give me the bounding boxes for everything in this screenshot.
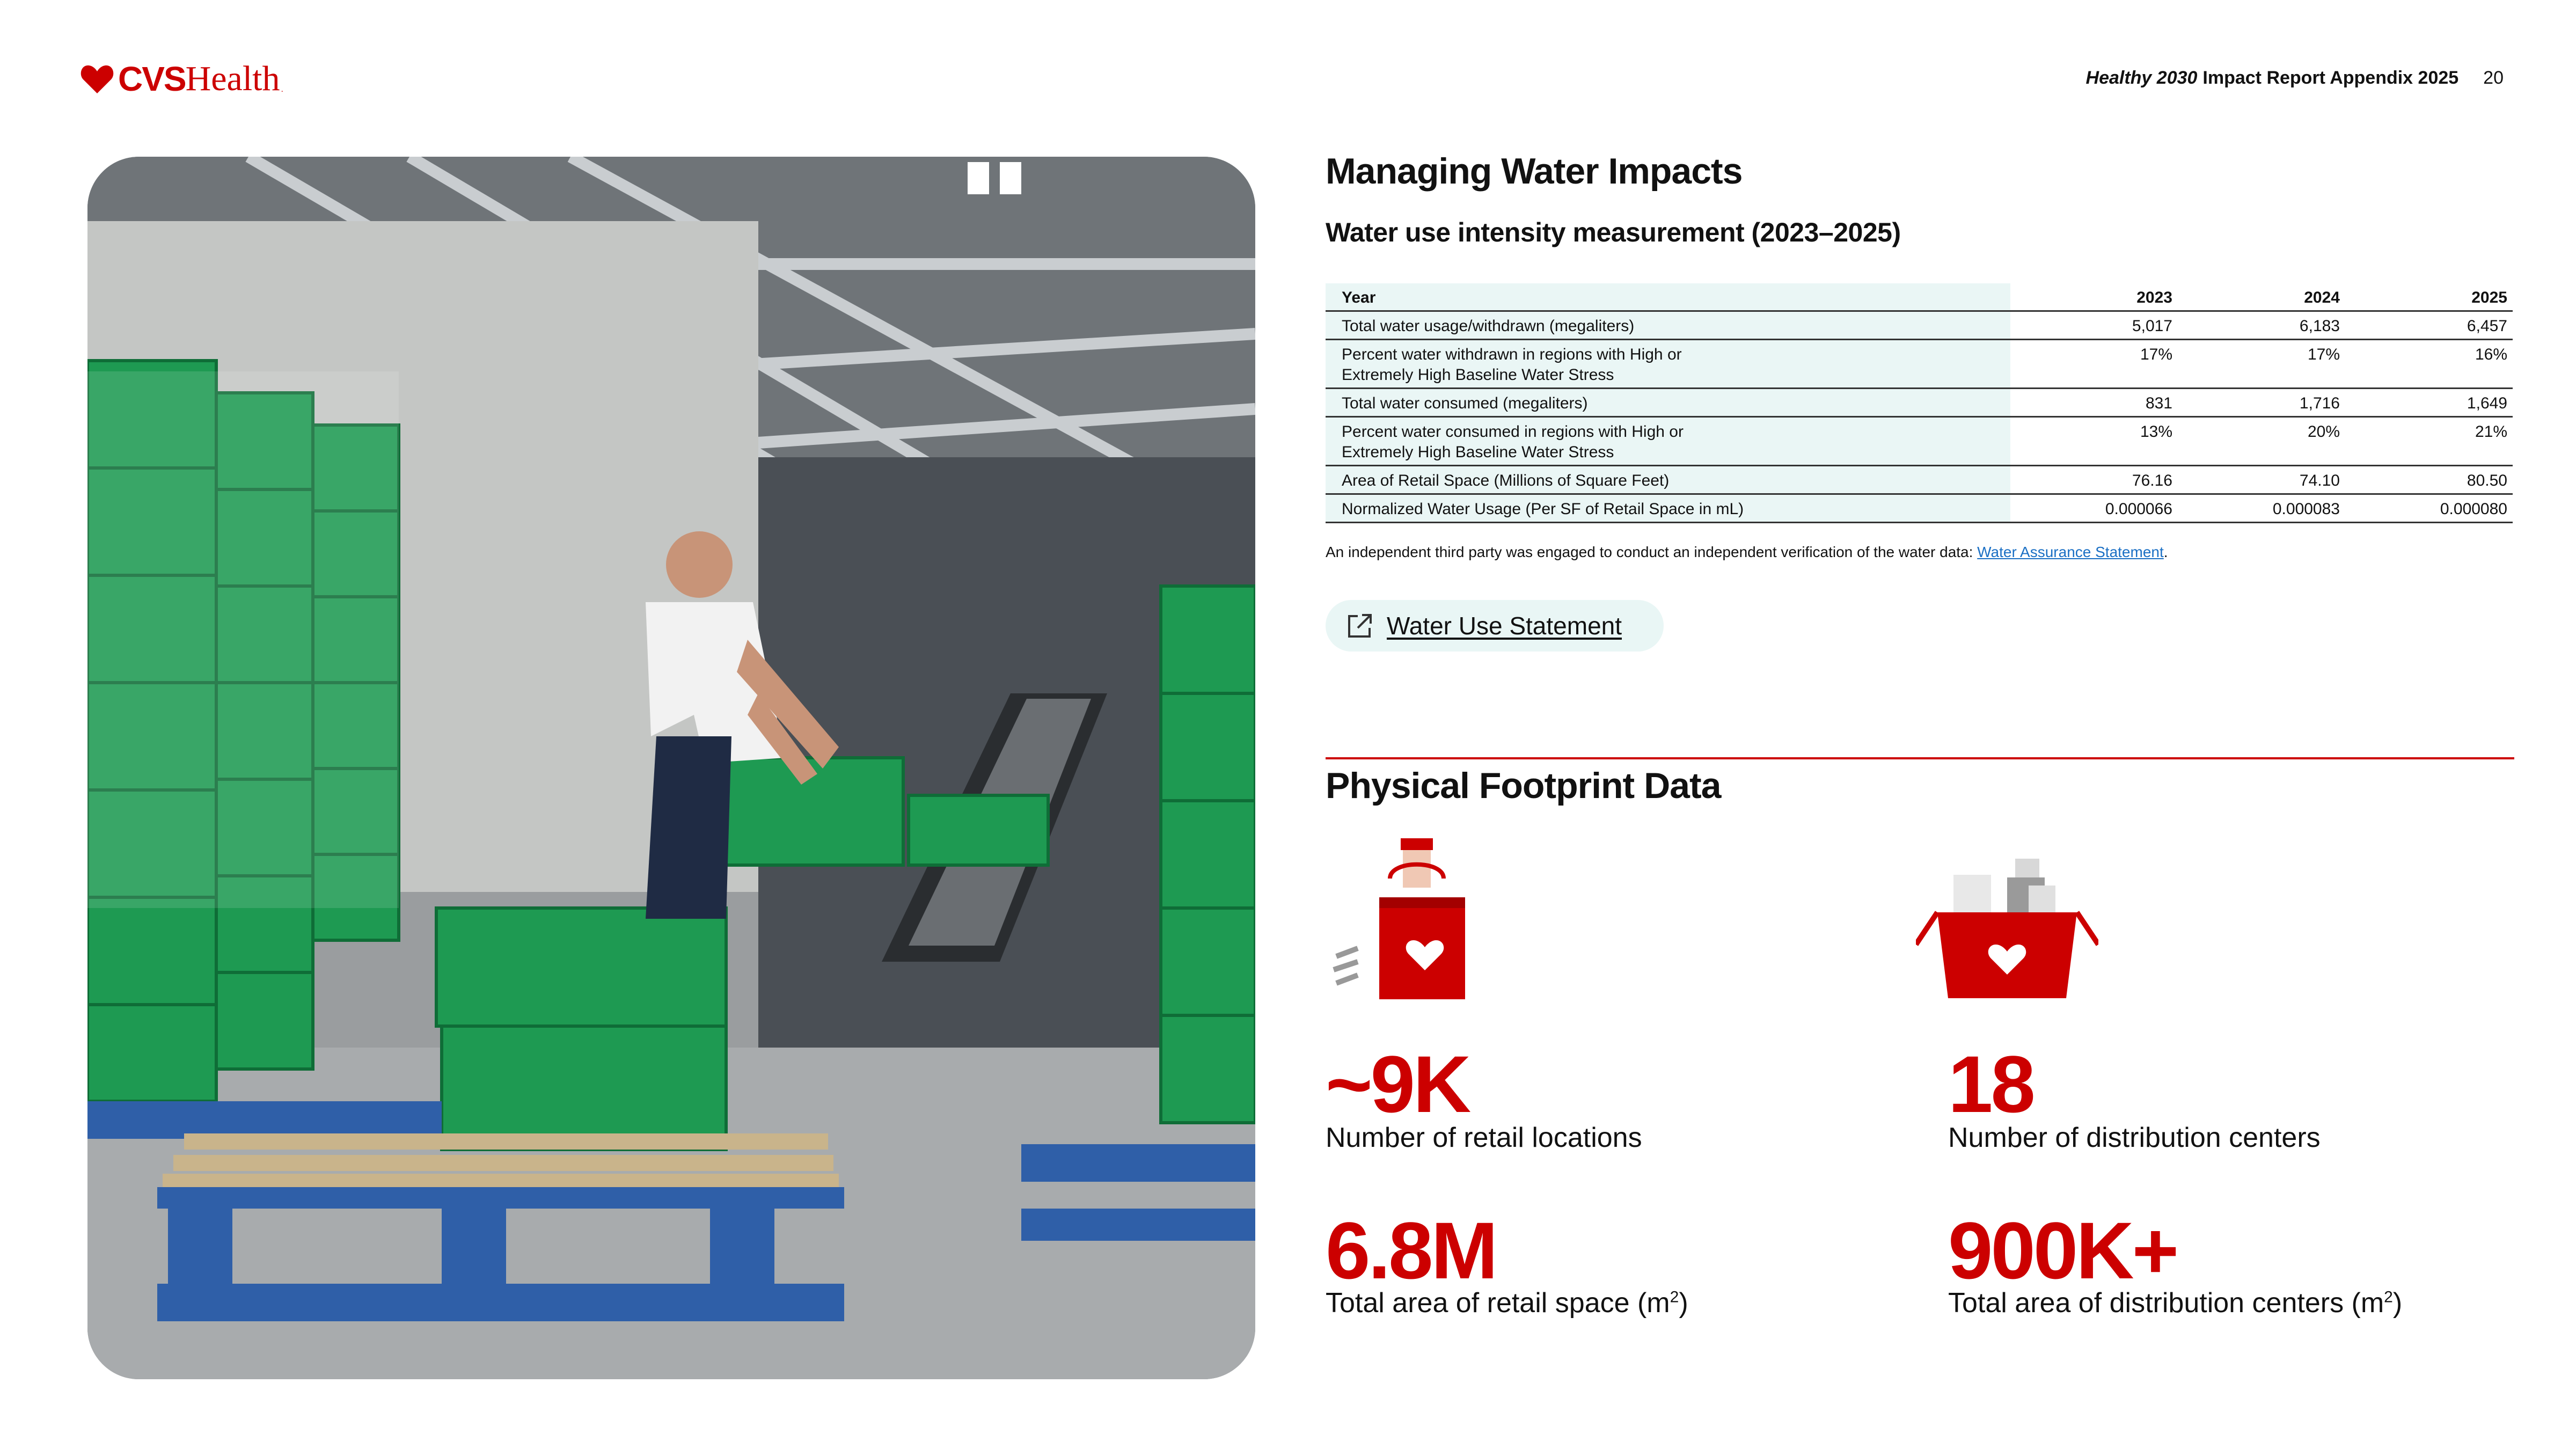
row-label: Total water usage/withdrawn (megaliters) (1326, 311, 2010, 340)
distribution-area-label-text: Total area of distribution centers (m (1948, 1287, 2384, 1319)
cell-2025: 80.50 (2345, 466, 2513, 494)
note-end: . (2163, 544, 2168, 560)
distribution-centers-label: Number of distribution centers (1948, 1122, 2321, 1153)
cell-2025: 1,649 (2345, 389, 2513, 417)
retail-area-label-text: Total area of retail space (m (1326, 1287, 1670, 1319)
cell-2024: 20% (2178, 417, 2345, 466)
cvs-health-logo[interactable] (80, 60, 283, 98)
cell-2024: 17% (2178, 340, 2345, 389)
water-use-statement-button[interactable] (1326, 600, 1664, 652)
water-intensity-table (1326, 283, 2513, 523)
water-section (1326, 150, 2514, 248)
cell-2023: 76.16 (2010, 466, 2178, 494)
retail-locations-label: Number of retail locations (1326, 1122, 1642, 1153)
distribution-centers-value: 18 (1948, 1039, 2033, 1129)
cell-2025: 16% (2345, 340, 2513, 389)
shopping-bag-icon (1326, 838, 1465, 999)
cell-2024: 1,716 (2178, 389, 2345, 417)
heart-logo-icon (80, 64, 114, 93)
page-number: 20 (2483, 68, 2504, 88)
retail-area-label (1326, 1287, 1688, 1319)
row-label-text: Percent water withdrawn in regions with High or Extremely High Baseline Water Stress (1342, 346, 1682, 384)
cell-2023: 831 (2010, 389, 2178, 417)
row-label: Total water consumed (megaliters) (1326, 389, 2010, 417)
distribution-area-label (1948, 1287, 2402, 1319)
footprint-title: Physical Footprint Data (1326, 765, 1721, 806)
distribution-area-unit-sup: 2 (2384, 1288, 2393, 1306)
external-link-icon (1346, 612, 1374, 640)
report-header (2086, 68, 2504, 89)
retail-area-unit-sup: 2 (1670, 1288, 1679, 1306)
table-row (1326, 466, 2513, 494)
open-box-icon (1916, 853, 2098, 998)
table-header-row (1326, 283, 2513, 311)
cell-2023: 17% (2010, 340, 2178, 389)
retail-locations-value: ~9K (1326, 1039, 1469, 1129)
section-divider (1326, 757, 2514, 759)
retail-area-label-end: ) (1679, 1287, 1688, 1319)
water-title: Managing Water Impacts (1326, 151, 1743, 192)
table-row (1326, 494, 2513, 523)
cell-2024: 6,183 (2178, 311, 2345, 340)
column-header-year: Year (1326, 283, 2010, 311)
table-row (1326, 311, 2513, 340)
logo-health-text: Health (185, 59, 280, 98)
table-row (1326, 340, 2513, 389)
row-label: Normalized Water Usage (Per SF of Retail Space in mL) (1326, 494, 2010, 523)
report-title: Impact Report Appendix 2025 (2202, 68, 2459, 88)
warehouse-photo (87, 157, 1255, 1379)
water-subtitle: Water use intensity measurement (2023–2025) (1326, 217, 1901, 247)
cell-2023: 0.000066 (2010, 494, 2178, 523)
water-assurance-link[interactable]: Water Assurance Statement (1977, 544, 2164, 560)
warehouse-photo-icon (87, 157, 1255, 1379)
row-label (1326, 340, 2010, 389)
cell-2025: 6,457 (2345, 311, 2513, 340)
cell-2025: 0.000080 (2345, 494, 2513, 523)
water-use-statement-label: Water Use Statement (1387, 612, 1622, 640)
table-row (1326, 417, 2513, 466)
column-header-2023: 2023 (2010, 283, 2178, 311)
logo-trademark: . (281, 85, 283, 94)
row-label (1326, 417, 2010, 466)
logo-cvs-text: CVS (118, 60, 186, 98)
note-text: An independent third party was engaged to conduct an independent verification of the water data: (1326, 544, 1978, 560)
cell-2023: 5,017 (2010, 311, 2178, 340)
cell-2023: 13% (2010, 417, 2178, 466)
report-italic-title: Healthy 2030 (2085, 68, 2198, 88)
verification-note (1326, 544, 2168, 561)
cell-2024: 74.10 (2178, 466, 2345, 494)
row-label-text: Percent water consumed in regions with High or Extremely High Baseline Water Stress (1342, 423, 1684, 461)
cell-2025: 21% (2345, 417, 2513, 466)
column-header-2025: 2025 (2345, 283, 2513, 311)
table-row (1326, 389, 2513, 417)
row-label: Area of Retail Space (Millions of Square Feet) (1326, 466, 2010, 494)
distribution-area-label-end: ) (2392, 1287, 2403, 1319)
column-header-2024: 2024 (2178, 283, 2345, 311)
cell-2024: 0.000083 (2178, 494, 2345, 523)
retail-area-value: 6.8M (1326, 1205, 1496, 1296)
distribution-area-value: 900K+ (1948, 1205, 2177, 1296)
